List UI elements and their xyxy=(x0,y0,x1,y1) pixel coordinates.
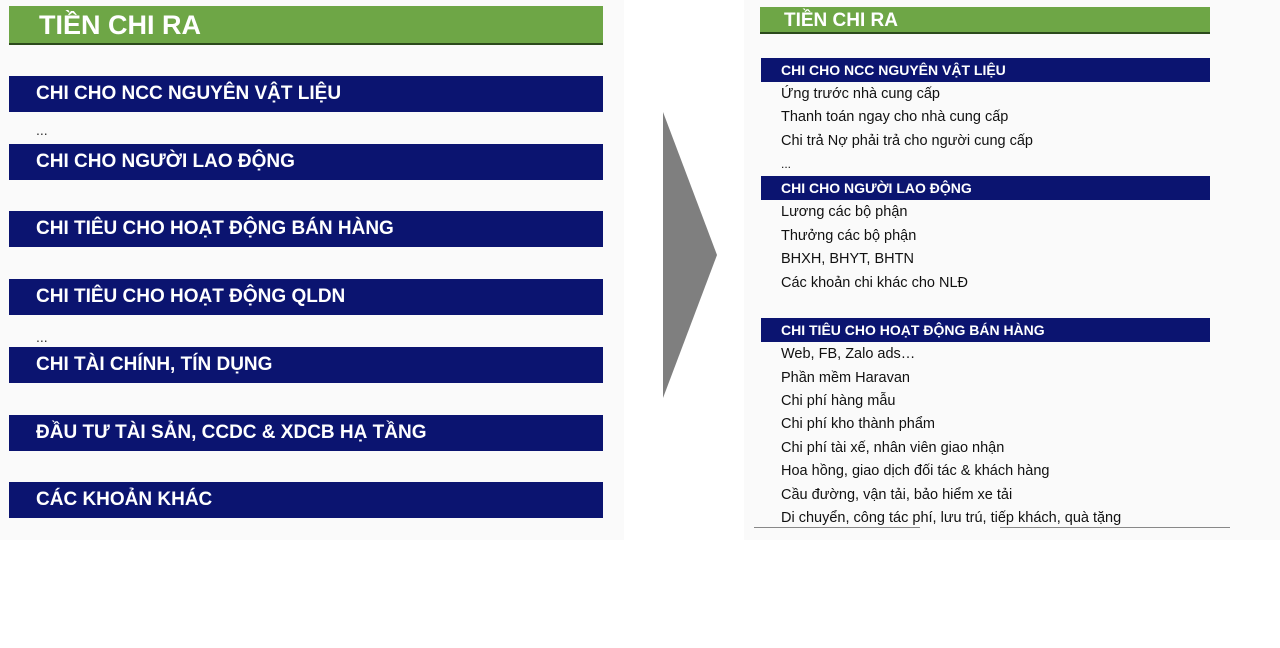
chevron-right-icon xyxy=(663,112,717,398)
divider xyxy=(754,527,920,528)
left-category-labor: CHI CHO NGƯỜI LAO ĐỘNG xyxy=(9,144,603,180)
list-item: Ứng trước nhà cung cấp xyxy=(781,86,940,102)
list-item: Chi phí hàng mẫu xyxy=(781,393,896,409)
list-item: BHXH, BHYT, BHTN xyxy=(781,251,914,267)
right-section-header-sales: CHI TIÊU CHO HOẠT ĐỘNG BÁN HÀNG xyxy=(761,318,1210,342)
list-item: Lương các bộ phận xyxy=(781,204,908,220)
list-item: Chi trả Nợ phải trả cho người cung cấp xyxy=(781,133,1033,149)
list-item: Hoa hồng, giao dịch đối tác & khách hàng xyxy=(781,463,1050,479)
list-item: ... xyxy=(781,157,792,171)
right-section-header-ncc: CHI CHO NCC NGUYÊN VẬT LIỆU xyxy=(761,58,1210,82)
right-section-header-labor: CHI CHO NGƯỜI LAO ĐỘNG xyxy=(761,176,1210,200)
list-item: Chi phí kho thành phẩm xyxy=(781,416,935,432)
left-category-sales: CHI TIÊU CHO HOẠT ĐỘNG BÁN HÀNG xyxy=(9,211,603,247)
list-item: Phần mềm Haravan xyxy=(781,370,910,386)
left-ellipsis-1: ... xyxy=(36,122,48,138)
left-category-ncc: CHI CHO NCC NGUYÊN VẬT LIỆU xyxy=(9,76,603,112)
left-category-investment: ĐẦU TƯ TÀI SẢN, CCDC & XDCB HẠ TẦNG xyxy=(9,415,603,451)
divider xyxy=(1000,527,1230,528)
list-item: Thưởng các bộ phận xyxy=(781,228,917,244)
left-category-other: CÁC KHOẢN KHÁC xyxy=(9,482,603,518)
list-item: Thanh toán ngay cho nhà cung cấp xyxy=(781,109,1009,125)
list-item: Chi phí tài xế, nhân viên giao nhận xyxy=(781,440,1005,456)
left-category-finance: CHI TÀI CHÍNH, TÍN DỤNG xyxy=(9,347,603,383)
list-item: Các khoản chi khác cho NLĐ xyxy=(781,275,968,291)
right-title: TIỀN CHI RA xyxy=(760,7,1210,34)
list-item: Cầu đường, vận tải, bảo hiểm xe tải xyxy=(781,487,1013,503)
list-item: Di chuyển, công tác phí, lưu trú, tiếp khách, quà tặng xyxy=(781,510,1122,526)
left-title: TIỀN CHI RA xyxy=(9,6,603,45)
left-category-admin: CHI TIÊU CHO HOẠT ĐỘNG QLDN xyxy=(9,279,603,315)
left-ellipsis-2: ... xyxy=(36,329,48,345)
list-item: Web, FB, Zalo ads… xyxy=(781,346,916,362)
